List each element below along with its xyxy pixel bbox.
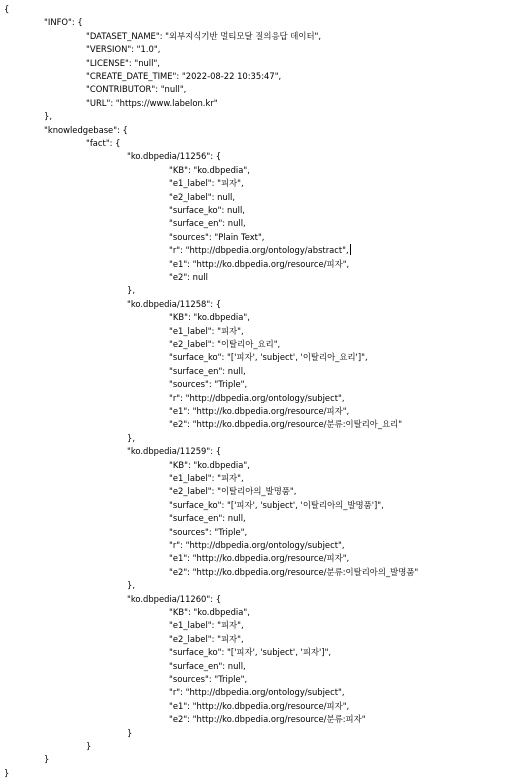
code-line: "sources": "Triple", [169,526,248,537]
code-line: "r": "http://dbpedia.org/ontology/subject", [169,687,345,698]
code-line: "e1_label": "피자", [169,178,244,189]
code-line: "LICENSE": "null", [86,57,160,68]
code-line: "surface_ko": "['피자', 'subject', '이탈리아_요리']", [169,352,368,363]
code-line: "e2_label": null, [169,191,236,202]
code-line: "DATASET_NAME": "외부지식기반 멀티모달 질의응답 데이터", [86,30,322,41]
code-line: { [4,4,10,14]
code-line: "CONTRIBUTOR": "null", [86,84,187,95]
code-line: "e1": "http://ko.dbpedia.org/resource/피자", [169,553,350,564]
code-line: "CREATE_DATE_TIME": "2022-08-22 10:35:47", [86,71,282,81]
code-line: "e1": "http://ko.dbpedia.org/resource/피자", [169,406,350,416]
text-cursor [350,244,351,255]
code-line: "surface_en": null, [169,513,246,524]
code-line: "sources": "Triple", [169,674,248,684]
code-line: "INFO": { [44,17,83,28]
code-line: "KB": "ko.dbpedia", [169,607,250,617]
code-line: }, [127,580,135,591]
code-line: "e2_label": "피자", [169,633,244,644]
code-line: "sources": "Plain Text", [169,231,265,242]
code-line: } [44,754,50,765]
code-line: "KB": "ko.dbpedia", [169,459,250,470]
code-line: "e1_label": "피자", [169,473,244,483]
code-line: "surface_ko": "['피자', 'subject', '이탈리아의_발명품']", [169,499,384,510]
code-line: "r": "http://dbpedia.org/ontology/subject", [169,540,345,550]
code-line: "e1_label": "피자", [169,620,244,631]
code-line: "e2": "http://ko.dbpedia.org/resource/분류:피자" [169,714,366,725]
code-line: "e2": "http://ko.dbpedia.org/resource/분류:이탈리아_요리" [169,419,403,430]
code-line: "knowledgebase": { [44,124,128,135]
code-line: "surface_ko": "['피자', 'subject', '피자']", [169,647,332,658]
code-line: "ko.dbpedia/11258": { [127,298,222,309]
code-line: } [4,767,10,778]
code-line: } [86,741,92,751]
code-line: } [127,727,133,738]
code-line: "fact": { [86,138,121,148]
code-line: "VERSION": "1.0", [86,44,161,55]
code-line: "URL": "https://www.labelon.kr" [86,97,218,108]
code-line: "e2": null [169,272,208,282]
code-line: "e1": "http://ko.dbpedia.org/resource/피자", [169,700,350,711]
code-line: "ko.dbpedia/11256": { [127,151,222,162]
code-line: }, [127,285,135,296]
code-line: "r": "http://dbpedia.org/ontology/abstract", [169,245,349,256]
code-line: }, [127,432,135,443]
code-line: "KB": "ko.dbpedia", [169,312,250,323]
code-line: "surface_ko": null, [169,205,245,215]
code-line: "e2_label": "이탈리아_요리", [169,339,281,349]
code-line: "KB": "ko.dbpedia", [169,164,250,175]
code-line: "surface_en": null, [169,660,246,671]
code-line: "ko.dbpedia/11259": { [127,446,222,457]
code-line: "sources": "Triple", [169,379,248,390]
code-line: "e2_label": "이탈리아의_발명품", [169,486,297,497]
code-line: "r": "http://dbpedia.org/ontology/subject", [169,392,345,403]
code-line: "e2": "http://ko.dbpedia.org/resource/분류:이탈리아의_발명품" [169,566,419,577]
code-line: "e1": "http://ko.dbpedia.org/resource/피자", [169,258,350,269]
code-line: "surface_en": null, [169,218,246,229]
code-line: "ko.dbpedia/11260": { [127,593,222,604]
code-line: "e1_label": "피자", [169,325,244,336]
code-line: }, [44,111,52,122]
code-line: "surface_en": null, [169,365,246,376]
